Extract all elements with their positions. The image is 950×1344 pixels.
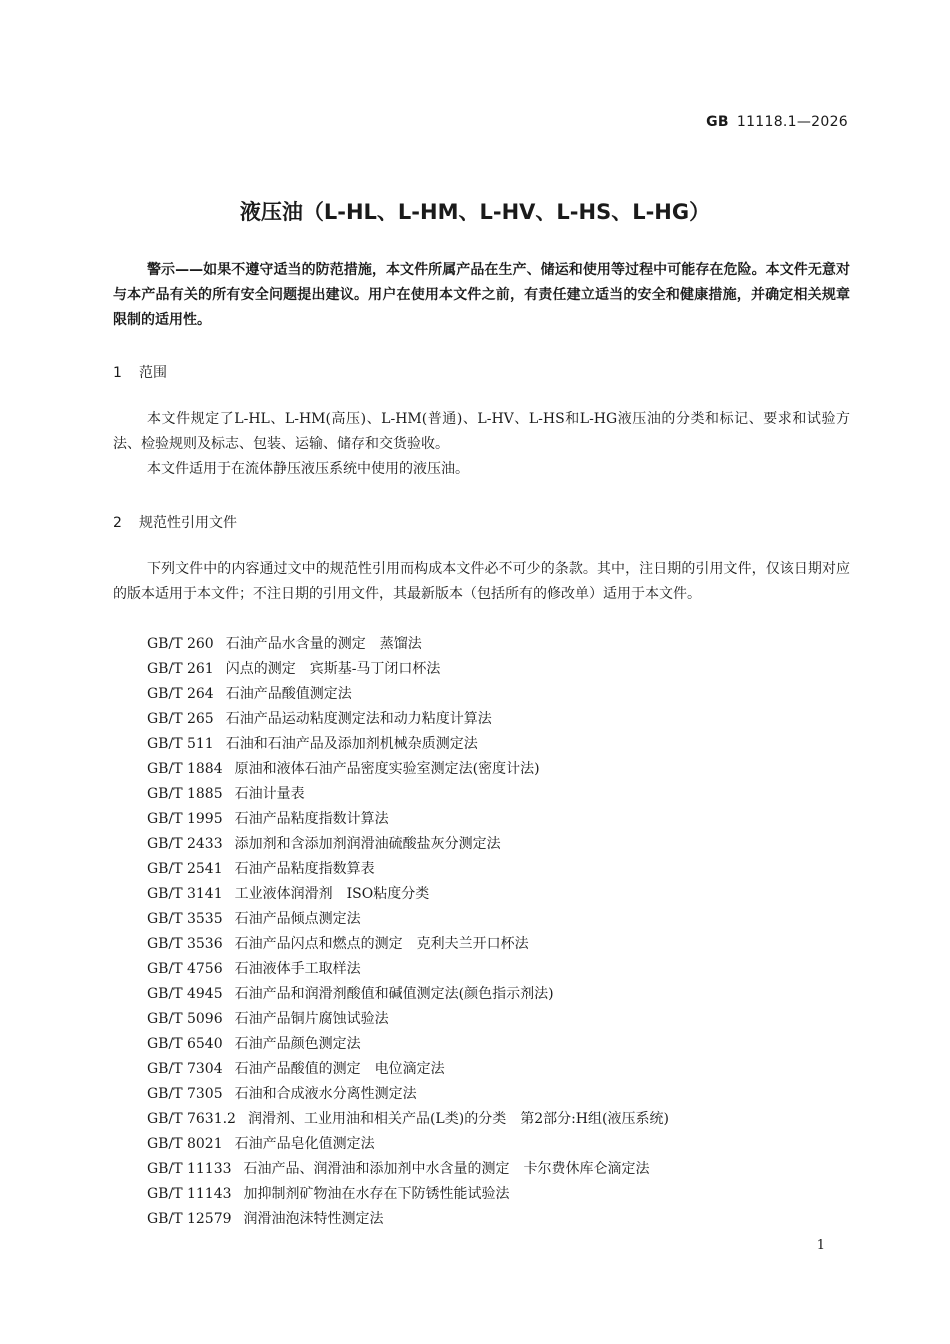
reference-title: 石油产品粘度指数计算法	[234, 811, 389, 827]
reference-item	[147, 1132, 669, 1157]
section-heading-scope	[113, 362, 167, 382]
reference-code: GB/T 7631.2	[147, 1111, 236, 1127]
reference-item	[147, 1082, 669, 1107]
reference-item	[147, 1182, 669, 1207]
reference-item	[147, 757, 669, 782]
reference-code: GB/T 5096	[147, 1011, 223, 1027]
reference-title: 石油液体手工取样法	[234, 961, 361, 977]
reference-item	[147, 782, 669, 807]
reference-item	[147, 982, 669, 1007]
reference-item	[147, 1007, 669, 1032]
reference-title: 石油产品铜片腐蚀试验法	[234, 1011, 389, 1027]
reference-title: 添加剂和含添加剂润滑油硫酸盐灰分测定法	[234, 836, 501, 852]
reference-title: 石油产品酸值的测定 电位滴定法	[234, 1061, 445, 1077]
document-title: 液压油（L-HL、L-HM、L-HV、L-HS、L-HG）	[239, 200, 711, 224]
section-title: 范围	[139, 365, 167, 381]
reference-title: 石油计量表	[234, 786, 305, 802]
reference-item	[147, 807, 669, 832]
reference-code: GB/T 6540	[147, 1036, 223, 1052]
reference-title: 石油产品运动粘度测定法和动力粘度计算法	[225, 711, 492, 727]
reference-code: GB/T 11143	[147, 1186, 232, 1202]
scope-paragraph-2: 本文件适用于在流体静压液压系统中使用的液压油。	[147, 461, 469, 477]
reference-item	[147, 832, 669, 857]
reference-code: GB/T 1884	[147, 761, 223, 777]
reference-title: 石油产品、润滑油和添加剂中水含量的测定 卡尔费休库仑滴定法	[243, 1161, 650, 1177]
reference-title: 石油产品倾点测定法	[234, 911, 361, 927]
reference-title: 润滑剂、工业用油和相关产品(L类)的分类 第2部分:H组(液压系统)	[247, 1111, 669, 1127]
reference-item	[147, 857, 669, 882]
reference-code: GB/T 3536	[147, 936, 223, 952]
reference-code: GB/T 4756	[147, 961, 223, 977]
reference-code: GB/T 264	[147, 686, 214, 702]
reference-code: GB/T 12579	[147, 1211, 232, 1227]
reference-item	[147, 907, 669, 932]
reference-item	[147, 957, 669, 982]
reference-title: 石油产品颜色测定法	[234, 1036, 361, 1052]
reference-title: 润滑油泡沫特性测定法	[243, 1211, 384, 1227]
reference-title: 闪点的测定 宾斯基-马丁闭口杯法	[225, 661, 441, 677]
reference-item	[147, 707, 669, 732]
reference-code: GB/T 4945	[147, 986, 223, 1002]
reference-code: GB/T 7305	[147, 1086, 223, 1102]
reference-code: GB/T 1885	[147, 786, 223, 802]
reference-code: GB/T 511	[147, 736, 214, 752]
page-number: 1	[816, 1238, 825, 1253]
reference-title: 石油产品皂化值测定法	[234, 1136, 375, 1152]
reference-item	[147, 732, 669, 757]
reference-title: 原油和液体石油产品密度实验室测定法(密度计法)	[234, 761, 540, 777]
reference-code: GB/T 2433	[147, 836, 223, 852]
section-heading-normative-references	[113, 512, 237, 532]
reference-title: 石油和石油产品及添加剂机械杂质测定法	[225, 736, 478, 752]
reference-title: 石油产品粘度指数算表	[234, 861, 375, 877]
reference-item	[147, 1207, 669, 1232]
reference-item	[147, 1107, 669, 1132]
reference-code: GB/T 3141	[147, 886, 223, 902]
reference-code: GB/T 260	[147, 636, 214, 652]
references-intro-paragraph: 下列文件中的内容通过文中的规范性引用而构成本文件必不可少的条款。其中，注日期的引用文件，仅该日期对应的版本适用于本文件；不注日期的引用文件，其最新版本（包括所有的修改单）适用于本文件。	[113, 561, 850, 602]
warning-paragraph: 警示——如果不遵守适当的防范措施，本文件所属产品在生产、储运和使用等过程中可能存在危险。本文件无意对与本产品有关的所有安全问题提出建议。用户在使用本文件之前，有责任建立适当的安全和健康措施，并确定相关规章限制的适用性。	[113, 262, 850, 328]
reference-title: 石油和合成液水分离性测定法	[234, 1086, 417, 1102]
reference-code: GB/T 261	[147, 661, 214, 677]
reference-title: 石油产品酸值测定法	[225, 686, 352, 702]
reference-item	[147, 1157, 669, 1182]
reference-code: GB/T 7304	[147, 1061, 223, 1077]
reference-item	[147, 657, 669, 682]
reference-title: 石油产品和润滑剂酸值和碱值测定法(颜色指示剂法)	[234, 986, 554, 1002]
reference-code: GB/T 3535	[147, 911, 223, 927]
section-number: 2	[113, 515, 122, 531]
reference-code: GB/T 265	[147, 711, 214, 727]
reference-item	[147, 1057, 669, 1082]
reference-title: 石油产品水含量的测定 蒸馏法	[225, 636, 422, 652]
reference-item	[147, 632, 669, 657]
reference-code: GB/T 8021	[147, 1136, 223, 1152]
reference-code: GB/T 1995	[147, 811, 223, 827]
reference-item	[147, 932, 669, 957]
reference-title: 加抑制剂矿物油在水存在下防锈性能试验法	[243, 1186, 510, 1202]
reference-code: GB/T 2541	[147, 861, 223, 877]
reference-code: GB/T 11133	[147, 1161, 232, 1177]
reference-title: 工业液体润滑剂 ISO粘度分类	[234, 886, 430, 902]
reference-item	[147, 682, 669, 707]
scope-paragraph-1: 本文件规定了L-HL、L-HM(高压)、L-HM(普通)、L-HV、L-HS和L-HG液压油的分类和标记、要求和试验方法、检验规则及标志、包装、运输、储存和交货验收。	[113, 411, 850, 452]
gb-label: GB	[706, 114, 729, 130]
reference-list	[147, 632, 669, 1232]
standard-code-header	[706, 114, 848, 130]
reference-item	[147, 882, 669, 907]
standard-number: 11118.1—2026	[736, 114, 848, 130]
section-number: 1	[113, 365, 122, 381]
reference-item	[147, 1032, 669, 1057]
reference-title: 石油产品闪点和燃点的测定 克利夫兰开口杯法	[234, 936, 529, 952]
section-title: 规范性引用文件	[139, 515, 237, 531]
